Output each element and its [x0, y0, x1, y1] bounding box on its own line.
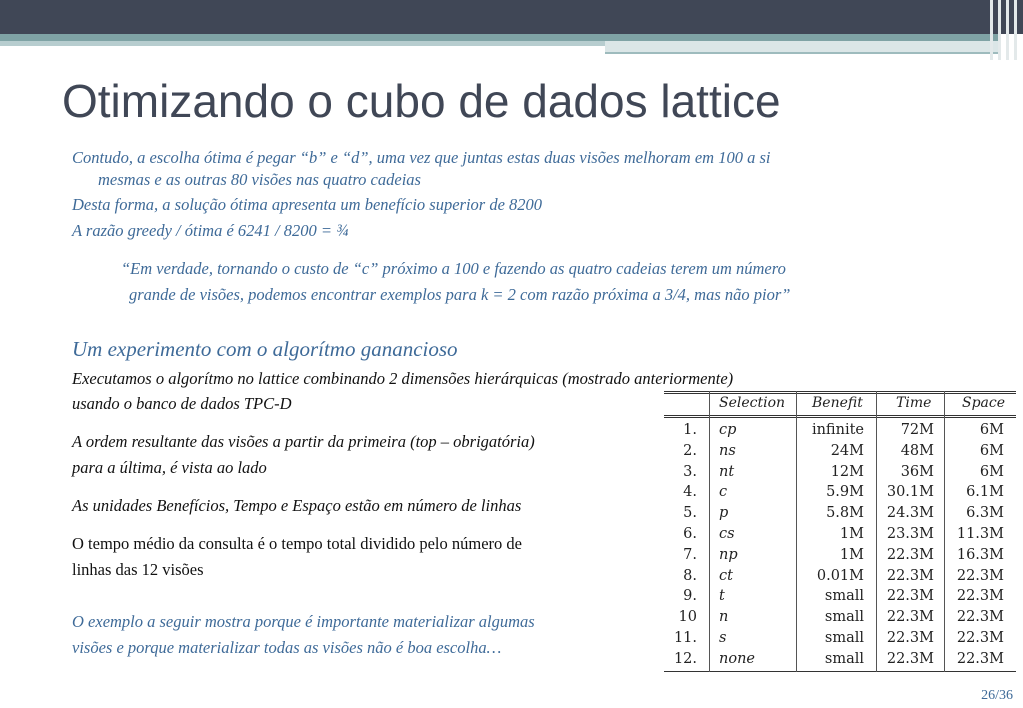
table-cell-time: 36M: [900, 463, 934, 480]
experiment-p5b: visões e porque materializar todas as visões não é boa escolha…: [72, 638, 502, 657]
table-row: [664, 526, 1016, 547]
table-cell-ben: 12M: [830, 463, 864, 480]
table-cell-time: 23.3M: [886, 526, 934, 542]
experiment-p2a: A ordem resultante das visões a partir da primeira (top – obrigatória): [72, 432, 535, 451]
table-cell-ben: 1M: [839, 546, 864, 563]
intro-line-1a: Contudo, a escolha ótima é pegar “b” e “d”, uma vez que juntas estas duas visões melhoram em 100 a si: [72, 148, 771, 167]
table-cell-time: 22.3M: [886, 650, 934, 667]
table-row: [664, 568, 1016, 589]
table-cell-ben: small: [824, 609, 864, 626]
experiment-p4b: linhas das 12 visões: [72, 560, 204, 579]
table-cell-n: 8.: [683, 567, 697, 584]
table-cell-n: 3.: [683, 463, 697, 480]
quote-line-b: grande de visões, podemos encontrar exemplos para k = 2 com razão próxima a 3/4, mas não pior”: [129, 285, 791, 304]
table-cell-time: 30.1M: [886, 484, 934, 501]
table-cell-space: 22.3M: [956, 609, 1004, 626]
table-header-rule-2: [664, 417, 1016, 418]
table-cell-ben: small: [824, 650, 864, 667]
experiment-p5a: O exemplo a seguir mostra porque é importante materializar algumas: [72, 612, 535, 631]
table-top-rule-2: [664, 393, 1016, 394]
table-cell-n: 4.: [683, 484, 697, 501]
table-row: [664, 651, 1016, 672]
intro-line-2: Desta forma, a solução ótima apresenta um benefício superior de 8200: [72, 195, 543, 214]
table-cell-ben: 5.8M: [826, 505, 864, 522]
table-cell-ben: 5.9M: [826, 484, 864, 501]
header-band-light: [0, 41, 605, 46]
table-row: [664, 464, 1016, 485]
header-band: [0, 34, 1000, 41]
table-top-rule: [664, 391, 1016, 392]
intro-line-3: A razão greedy / ótima é 6241 / 8200 = ¾: [72, 221, 349, 240]
corner-stripes: [986, 0, 1023, 60]
table-row: [664, 505, 1016, 526]
table-cell-time: 22.3M: [886, 588, 934, 605]
table-cell-time: 72M: [900, 422, 934, 438]
table-cell-sel: cp: [719, 422, 737, 438]
table-cell-n: 1.: [683, 422, 697, 438]
table-row: [664, 547, 1016, 568]
table-cell-n: 10: [678, 609, 697, 626]
slide-title: Otimizando o cubo de dados lattice: [62, 75, 781, 127]
table-cell-space: 11.3M: [956, 526, 1004, 542]
experiment-p4a: O tempo médio da consulta é o tempo total dividido pelo número de: [72, 534, 522, 553]
table-cell-sel: n: [719, 609, 729, 626]
experiment-p1b: usando o banco de dados TPC-D: [72, 394, 292, 413]
table-cell-sel: ct: [719, 567, 733, 584]
table-cell-time: 22.3M: [886, 546, 934, 563]
header-selection: Selection: [719, 395, 786, 411]
table-row: [664, 588, 1016, 609]
table-cell-space: 6.3M: [966, 505, 1004, 522]
header-benefit: Benefit: [812, 395, 863, 411]
intro-line-1b: mesmas e as outras 80 visões nas quatro cadeias: [98, 170, 421, 189]
table-cell-sel: cs: [719, 526, 735, 542]
header-band-line: [605, 52, 1000, 54]
table-cell-n: 11.: [673, 630, 697, 646]
table-cell-space: 22.3M: [956, 567, 1004, 584]
table-cell-ben: infinite: [811, 422, 864, 438]
header-time: Time: [896, 395, 932, 411]
table-cell-ben: small: [824, 630, 864, 646]
table-cell-time: 22.3M: [886, 609, 934, 626]
table-cell-time: 22.3M: [886, 630, 934, 646]
page-number: 26/36: [981, 688, 1013, 703]
experiment-heading: Um experimento com o algorítmo ganancioso: [72, 337, 458, 361]
table-cell-space: 22.3M: [956, 630, 1004, 646]
table-cell-sel: np: [719, 546, 738, 563]
table-cell-space: 6M: [979, 442, 1004, 459]
table-row: [664, 484, 1016, 505]
table-row: [664, 609, 1016, 630]
table-row: [664, 443, 1016, 464]
quote-line-a: “Em verdade, tornando o custo de “c” próximo a 100 e fazendo as quatro cadeias terem um número: [121, 259, 786, 278]
header-band-lighter: [605, 41, 1000, 52]
table-cell-sel: nt: [719, 463, 735, 480]
table-cell-n: 2.: [683, 442, 697, 459]
table-cell-space: 6.1M: [966, 484, 1004, 501]
table-cell-sel: t: [719, 588, 725, 605]
table-cell-n: 5.: [683, 505, 697, 522]
table-cell-space: 16.3M: [956, 546, 1004, 563]
table-cell-sel: p: [719, 505, 729, 522]
table-cell-space: 22.3M: [956, 650, 1004, 667]
experiment-p2b: para a última, é vista ao lado: [72, 458, 267, 477]
table-cell-n: 9.: [683, 588, 697, 605]
table-cell-space: 6M: [979, 463, 1004, 480]
table-cell-sel: c: [719, 484, 728, 501]
header-space: Space: [962, 395, 1006, 411]
table-cell-space: 6M: [979, 422, 1004, 438]
selection-table: [664, 391, 1016, 673]
table-cell-sel: ns: [719, 442, 736, 459]
table-header-rule: [664, 415, 1016, 416]
table-cell-ben: small: [824, 588, 864, 605]
table-cell-ben: 24M: [830, 442, 864, 459]
table-row: [664, 630, 1016, 651]
table-cell-sel: s: [719, 630, 727, 646]
table-cell-time: 22.3M: [886, 567, 934, 584]
table-cell-ben: 0.01M: [816, 567, 864, 584]
table-cell-n: 7.: [683, 546, 697, 563]
table-cell-space: 22.3M: [956, 588, 1004, 605]
experiment-p1a: Executamos o algorítmo no lattice combinando 2 dimensões hierárquicas (mostrado anteriormente): [72, 369, 734, 388]
experiment-p3: As unidades Benefícios, Tempo e Espaço estão em número de linhas: [72, 496, 522, 515]
table-cell-ben: 1M: [839, 526, 864, 542]
table-cell-n: 6.: [683, 526, 697, 542]
table-cell-time: 24.3M: [886, 505, 934, 522]
table-cell-n: 12.: [673, 650, 697, 667]
table-cell-time: 48M: [900, 442, 934, 459]
table-row: [664, 422, 1016, 443]
top-bar: [0, 0, 1023, 34]
table-cell-sel: none: [719, 650, 755, 667]
